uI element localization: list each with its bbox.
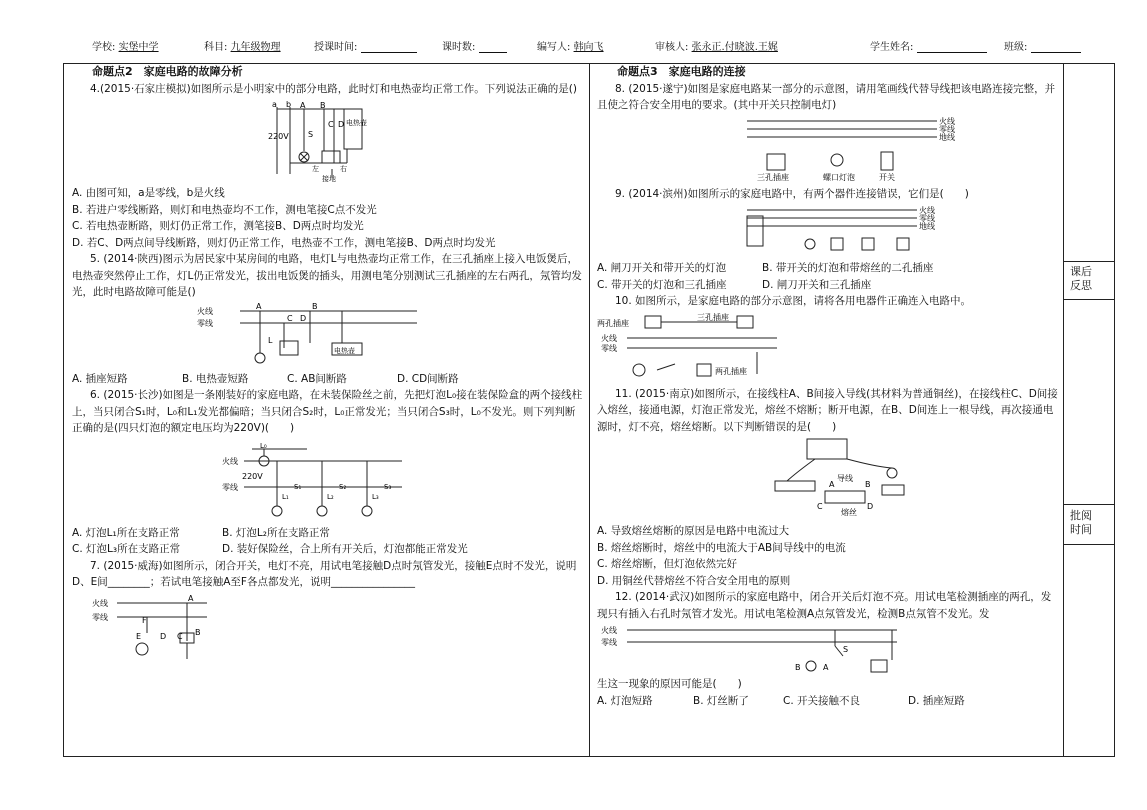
q6-voltage: 220V: [242, 471, 263, 481]
q10-two-hole-b: 两孔插座: [715, 366, 747, 376]
q8-ground: 地线: [939, 132, 955, 142]
count-field: 课时数:: [442, 38, 507, 53]
q12-live: 火线: [601, 626, 617, 635]
q12-a: A: [823, 663, 829, 672]
q6-stem: 6. (2015·长沙)如图是一条刚装好的家庭电路，在未装保险丝之前，先把灯泡L₀接在装保险盒的两个接线柱上，当只闭合S₁时，L₀和L₁发光都偏暗；当只闭合S₂时，L₀正常发光；当只闭合S₃时，L₀不发光。则下列判断正确的是(四只灯泡的额定电压均为220V)( ): [72, 389, 583, 434]
q7-stem: 7. (2015·威海)如图所示，闭合开关，电灯不亮，用试电笔接触D点时氖管发光，接触E点时不发光，说明D、E间________；若试电笔接触A至F各点都发光，说明________________: [72, 559, 577, 588]
q7-f: F: [142, 615, 147, 625]
q8-live: 火线: [939, 116, 955, 126]
q7-d: D: [160, 631, 167, 641]
q12-s: S: [843, 645, 849, 654]
q6-options-cd: [72, 541, 584, 558]
q5-kettle: 电热壶: [334, 346, 355, 355]
q11-b: B: [865, 480, 871, 489]
q6-live: 火线: [222, 456, 238, 466]
q7-b: B: [195, 627, 201, 637]
q4-b-low: b: [286, 100, 292, 109]
q6-options-ab: [72, 525, 584, 542]
q8-bulb: 螺口灯泡: [823, 172, 855, 182]
reviewer-field: 审核人: 张永正.付晓波.王娓: [655, 42, 778, 53]
q11-option-b: B. 熔丝熔断时，熔丝中的电流大于AB间导线中的电流: [597, 541, 846, 554]
q5-option-a: A. 插座短路: [72, 372, 128, 385]
q6-circuit-figure: [72, 439, 584, 523]
q5-option-d: D. CD间断路: [397, 372, 459, 385]
q4-voltage-label: 220V: [268, 132, 289, 141]
q9-options-cd: [597, 277, 1059, 294]
review-time-label: 批阅时间: [1070, 509, 1092, 536]
q4-c: C: [328, 120, 334, 129]
q6-l0: L₀: [260, 441, 267, 450]
q12-circuit-figure: [597, 624, 1059, 674]
q11-circuit-figure: [597, 437, 1059, 521]
q6-s2: S₂: [339, 482, 347, 491]
q12-option-c: C. 开关接触不良: [783, 694, 861, 707]
q4-d: D: [338, 120, 345, 129]
q4-s: S: [308, 130, 314, 139]
q7-a: A: [188, 593, 194, 603]
q10-neutral: 零线: [601, 343, 617, 353]
q9-option-d: D. 闸刀开关和三孔插座: [762, 278, 872, 291]
q4-circuit-figure: [72, 99, 584, 183]
q10-stem: 10. 如图所示，是家庭电路的部分示意图，请将各用电器件正确连入电路中。: [615, 295, 972, 307]
q6-option-d: D. 装好保险丝，合上所有开关后，灯泡都能正常发光: [222, 543, 468, 555]
q9-circuit-figure: [597, 204, 1059, 258]
q5-option-c: C. AB间断路: [287, 372, 347, 385]
q4-b: B: [320, 101, 326, 110]
q4-option-b: B. 若进户零线断路，则灯和电热壶均不工作，测电笔接C点不发光: [72, 203, 377, 216]
q12-options: [597, 693, 1059, 710]
q5-neutral: 零线: [197, 318, 213, 328]
q4-kettle: 电热壶: [346, 119, 367, 127]
q9-stem: 9. (2014·滨州)如图所示的家庭电路中，有两个器件连接错误，它们是( ): [615, 187, 969, 200]
q11-fuse: 熔丝: [841, 508, 857, 517]
author-field: 编写人: 韩向飞: [537, 42, 604, 53]
subject-field: 科目: 九年级物理: [204, 42, 281, 53]
q9-option-b: B. 带开关的灯泡和带熔丝的二孔插座: [762, 262, 934, 274]
q7-c: C: [177, 631, 183, 641]
q4-right: 右: [340, 165, 347, 173]
q12-option-a: A. 灯泡短路: [597, 694, 653, 707]
q5-d: D: [300, 313, 307, 323]
q12-neutral: 零线: [601, 638, 617, 647]
q4-stem: 4.(2015·石家庄模拟)如图所示是小明家中的部分电路，此时灯和电热壶均正常工作。下列说法正确的是(): [90, 82, 577, 95]
class-field: 班级:: [1004, 38, 1081, 53]
q4-left: 左: [312, 165, 319, 173]
q5-c: C: [287, 313, 293, 323]
q6-s1: S₁: [294, 482, 302, 491]
reflection-label: 课后反思: [1070, 265, 1092, 292]
q4-ground: 接地: [322, 175, 336, 183]
q12-option-d: D. 插座短路: [908, 694, 965, 707]
q6-l2: L₂: [327, 492, 334, 501]
q5-live: 火线: [197, 306, 213, 316]
q11-wire: 导线: [837, 474, 853, 483]
q8-neutral: 零线: [939, 124, 955, 134]
q7-neutral: 零线: [92, 612, 108, 622]
q6-option-c: C. 灯泡L₃所在支路正常: [72, 543, 181, 555]
q11-a: A: [829, 480, 835, 489]
q9-live: 火线: [919, 206, 935, 215]
q12-tail: 生这一现象的原因可能是( ): [597, 678, 742, 690]
q5-l: L: [268, 335, 273, 345]
q11-stem: 11. (2015·南京)如图所示，在接线柱A、B间接入导线(其材料为普通铜丝)，在接线柱C、D间接入熔丝，接通电源，灯泡正常发光，熔丝不熔断；断开电源，在B、D间连上一根导线，再次接通电源时，灯不亮，熔丝熔断。以下判断错误的是( ): [597, 387, 1058, 433]
q6-l1: L₁: [282, 492, 289, 501]
page-header: [92, 38, 1092, 54]
q11-option-a: A. 导致熔丝熔断的原因是电路中电流过大: [597, 525, 790, 537]
q6-l3: L₃: [372, 492, 379, 501]
q4-a: A: [300, 101, 306, 110]
q8-circuit-figure: [597, 116, 1059, 184]
q8-stem: 8. (2015·遂宁)如图是家庭电路某一部分的示意图，请用笔画线代替导线把该电路连接完整，并且使之符合安全用电的要求。(其中开关只控制电灯): [597, 82, 1056, 111]
right-column: [597, 64, 1059, 709]
q5-b: B: [312, 302, 318, 311]
q9-neutral: 零线: [919, 214, 935, 223]
topic-2-title: 命题点2 家庭电路的故障分析: [92, 65, 243, 78]
q11-option-c: C. 熔丝熔断，但灯泡依然完好: [597, 558, 738, 570]
q11-option-d: D. 用铜丝代替熔丝不符合安全用电的原则: [597, 574, 791, 587]
q4-option-c: C. 若电热壶断路，则灯仍正常工作，测笔接B、D两点时均发光: [72, 220, 364, 232]
q9-option-c: C. 带开关的灯泡和三孔插座: [597, 278, 727, 291]
topic-3-title: 命题点3 家庭电路的连接: [617, 65, 746, 78]
q4-a-low: a: [272, 100, 277, 109]
q6-option-b: B. 灯泡L₂所在支路正常: [222, 526, 330, 539]
q8-socket: 三孔插座: [757, 172, 789, 182]
q4-option-d: D. 若C、D两点间导线断路，则灯仍正常工作，电热壶不工作，测电笔接B、D两点时均发光: [72, 236, 496, 249]
q8-switch: 开关: [879, 172, 895, 182]
q12-option-b: B. 灯丝断了: [693, 694, 749, 707]
q5-circuit-figure: [72, 303, 584, 369]
q11-d: D: [867, 502, 874, 511]
q10-live: 火线: [601, 333, 617, 343]
worksheet-table: [63, 63, 1115, 757]
q10-circuit-figure: [597, 312, 1059, 384]
q9-option-a: A. 闸刀开关和带开关的灯泡: [597, 262, 727, 274]
q5-a: A: [256, 302, 262, 311]
q5-stem: 5. (2014·陕西)图示为居民家中某房间的电路，电灯L与电热壶均正常工作，在三孔插座上接入电饭煲后，电热壶突然停止工作，灯L仍正常发光，拔出电饭煲的插头，用测电笔分别测试三孔插座的左右两孔，氖管均发光，此时电路故障可能是(): [72, 253, 582, 298]
q7-circuit-figure: [72, 593, 584, 665]
q12-stem: 12. (2014·武汉)如图所示的家庭电路中，闭合开关后灯泡不亮。用试电笔检测插座的两孔，发现只有插入右孔时氖管才发光。用试电笔检测A点氖管发光，检测B点氖管不发光。发: [597, 591, 1052, 620]
q6-s3: S₃: [384, 482, 392, 491]
school-field: 学校: 实堡中学: [92, 42, 159, 53]
student-field: 学生姓名:: [870, 38, 987, 53]
q10-three-hole: 三孔插座: [697, 312, 729, 322]
q10-two-hole: 两孔插座: [597, 318, 629, 328]
left-column: [72, 64, 584, 667]
q7-live: 火线: [92, 598, 108, 608]
q6-neutral: 零线: [222, 482, 238, 492]
q5-option-b: B. 电热壶短路: [182, 372, 249, 385]
q4-option-a: A. 由图可知，a是零线，b是火线: [72, 187, 225, 199]
q9-options-ab: [597, 260, 1059, 277]
q9-ground: 地线: [919, 222, 935, 231]
q12-b: B: [795, 663, 801, 672]
time-field: 授课时间:: [314, 38, 417, 53]
q7-e: E: [136, 631, 142, 641]
q5-options: [72, 371, 584, 388]
q6-option-a: A. 灯泡L₁所在支路正常: [72, 526, 180, 539]
q11-c: C: [817, 502, 823, 511]
